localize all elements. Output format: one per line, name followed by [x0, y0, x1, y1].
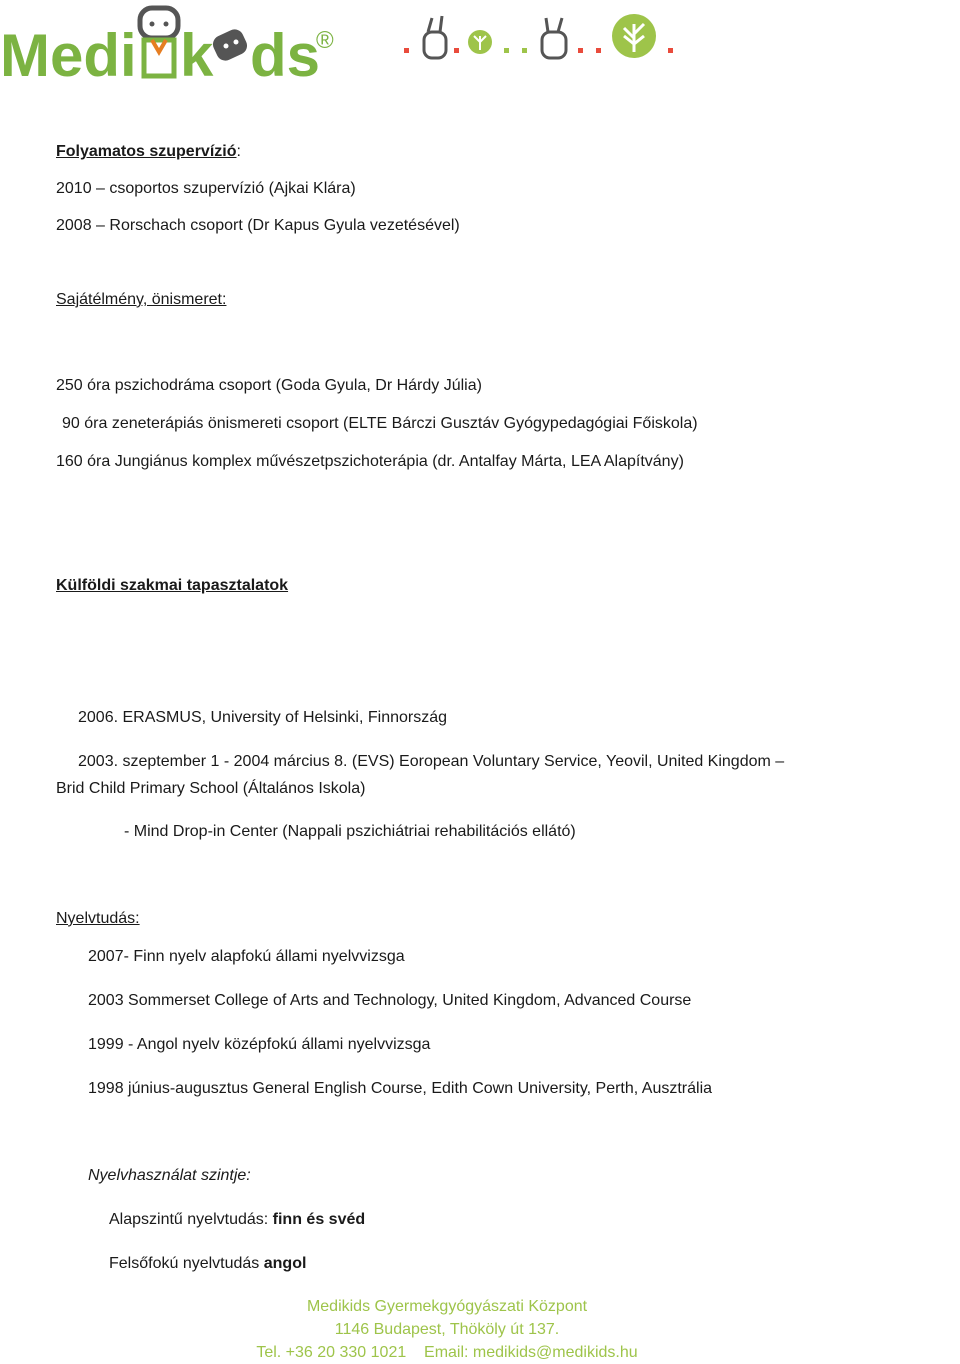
supervision-heading-line: [56, 142, 241, 162]
logo-text-start: Medi: [0, 22, 137, 89]
language-item: 2003 Sommerset College of Arts and Technology, United Kingdom, Advanced Course: [88, 992, 692, 1009]
usage-basic-label: Alapszintű nyelvtudás:: [109, 1211, 273, 1228]
abroad-heading: Külföldi szakmai tapasztalatok: [56, 577, 289, 594]
dot-icon: [596, 48, 601, 53]
footer-address: 1146 Budapest, Thököly út 137.: [334, 1321, 560, 1338]
decoration-row: [404, 14, 673, 58]
bunny-icon: [542, 18, 566, 58]
abroad-item-continued: Brid Child Primary School (Általános Iskola): [56, 780, 366, 797]
footer-name: Medikids Gyermekgyógyászati Központ: [306, 1298, 588, 1315]
dot-icon: [522, 48, 527, 53]
footer-contact: Tel. +36 20 330 1021 Email: medikids@medikids.hu: [256, 1344, 638, 1361]
usage-advanced-value: angol: [263, 1255, 307, 1272]
tree-circle-icon: [612, 14, 656, 58]
dot-icon: [578, 48, 583, 53]
bunny-icon: [424, 16, 446, 58]
self-experience-item: 160 óra Jungiánus komplex művészetpszichoterápia (dr. Antalfay Márta, LEA Alapítvány): [56, 453, 684, 470]
registered-mark: ®: [316, 27, 334, 54]
kid-face-icon: [210, 26, 250, 63]
dot-icon: [504, 48, 509, 53]
supervision-heading: Folyamatos szupervízió: [56, 143, 237, 160]
plant-circle-icon: [468, 30, 492, 54]
language-item: 1998 június-augusztus General English Course, Edith Cown University, Perth, Ausztrália: [88, 1080, 713, 1097]
medikids-logo-svg: [0, 0, 960, 90]
logo-text-end: ds: [250, 22, 321, 89]
dot-icon: [404, 48, 409, 53]
self-experience-item: 90 óra zeneterápiás önismereti csoport (ELTE Bárczi Gusztáv Gyógypedagógiai Főiskola): [62, 415, 698, 432]
abroad-item: - Mind Drop-in Center (Nappali pszichiátriai rehabilitációs ellátó): [124, 823, 576, 840]
usage-advanced-line: [109, 1254, 306, 1274]
supervision-item: 2008 – Rorschach csoport (Dr Kapus Gyula vezetésével): [56, 217, 460, 234]
usage-basic-value: finn és svéd: [272, 1211, 366, 1228]
usage-basic-line: [109, 1210, 365, 1230]
usage-heading: Nyelvhasználat szintje:: [88, 1167, 251, 1184]
logo-k: k: [180, 22, 214, 89]
language-item: 2007- Finn nyelv alapfokú állami nyelvvizsga: [88, 948, 405, 965]
abroad-item: 2006. ERASMUS, University of Helsinki, Finnország: [78, 709, 448, 726]
heading-colon: :: [236, 143, 241, 160]
languages-heading: Nyelvtudás:: [56, 910, 140, 927]
child-figure-icon: [140, 8, 178, 76]
self-experience-item: 250 óra pszichodráma csoport (Goda Gyula, Dr Hárdy Júlia): [56, 377, 482, 394]
abroad-item: 2003. szeptember 1 - 2004 március 8. (EVS) Eoropean Voluntary Service, Yeovil, United Kingdom –: [78, 753, 785, 770]
dot-icon: [454, 48, 459, 53]
supervision-item: 2010 – csoportos szupervízió (Ajkai Klára): [56, 180, 356, 197]
usage-advanced-label: Felsőfokú nyelvtudás: [109, 1255, 264, 1272]
dot-icon: [668, 48, 673, 53]
medikids-logo: [0, 0, 960, 90]
language-item: 1999 - Angol nyelv középfokú állami nyelvvizsga: [88, 1036, 431, 1053]
self-experience-heading: Sajátélmény, önismeret:: [56, 291, 227, 308]
